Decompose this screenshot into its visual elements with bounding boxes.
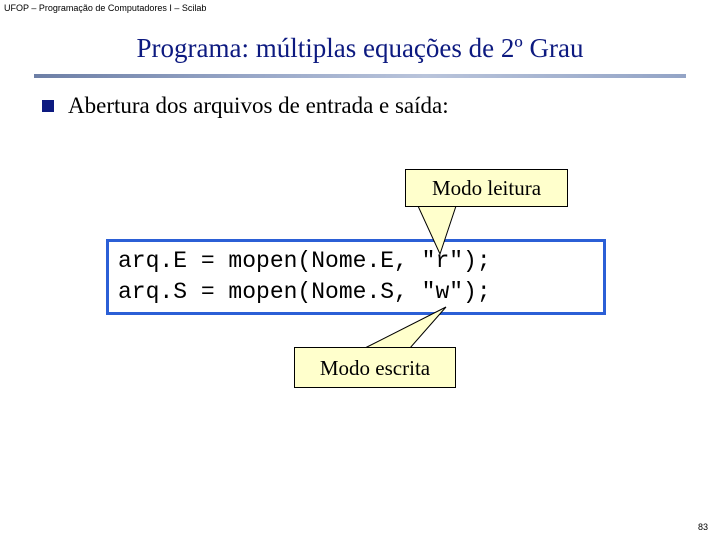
code-line: arq.S = mopen(Nome.S, "w"); <box>118 279 491 305</box>
header-text: UFOP – Programação de Computadores I – Scilab <box>4 3 207 13</box>
callout-read-mode: Modo leitura <box>405 169 568 207</box>
callout-pointer-write <box>365 307 446 348</box>
page-number: 83 <box>697 522 708 532</box>
code-line: arq.E = mopen(Nome.E, "r"); <box>118 248 491 274</box>
bullet-text: Abertura dos arquivos de entrada e saída: <box>68 93 449 118</box>
slide-title: Programa: múltiplas equações de 2º Grau <box>136 33 584 63</box>
callout-write-mode: Modo escrita <box>294 347 456 388</box>
callout-pointer-read <box>418 206 456 254</box>
